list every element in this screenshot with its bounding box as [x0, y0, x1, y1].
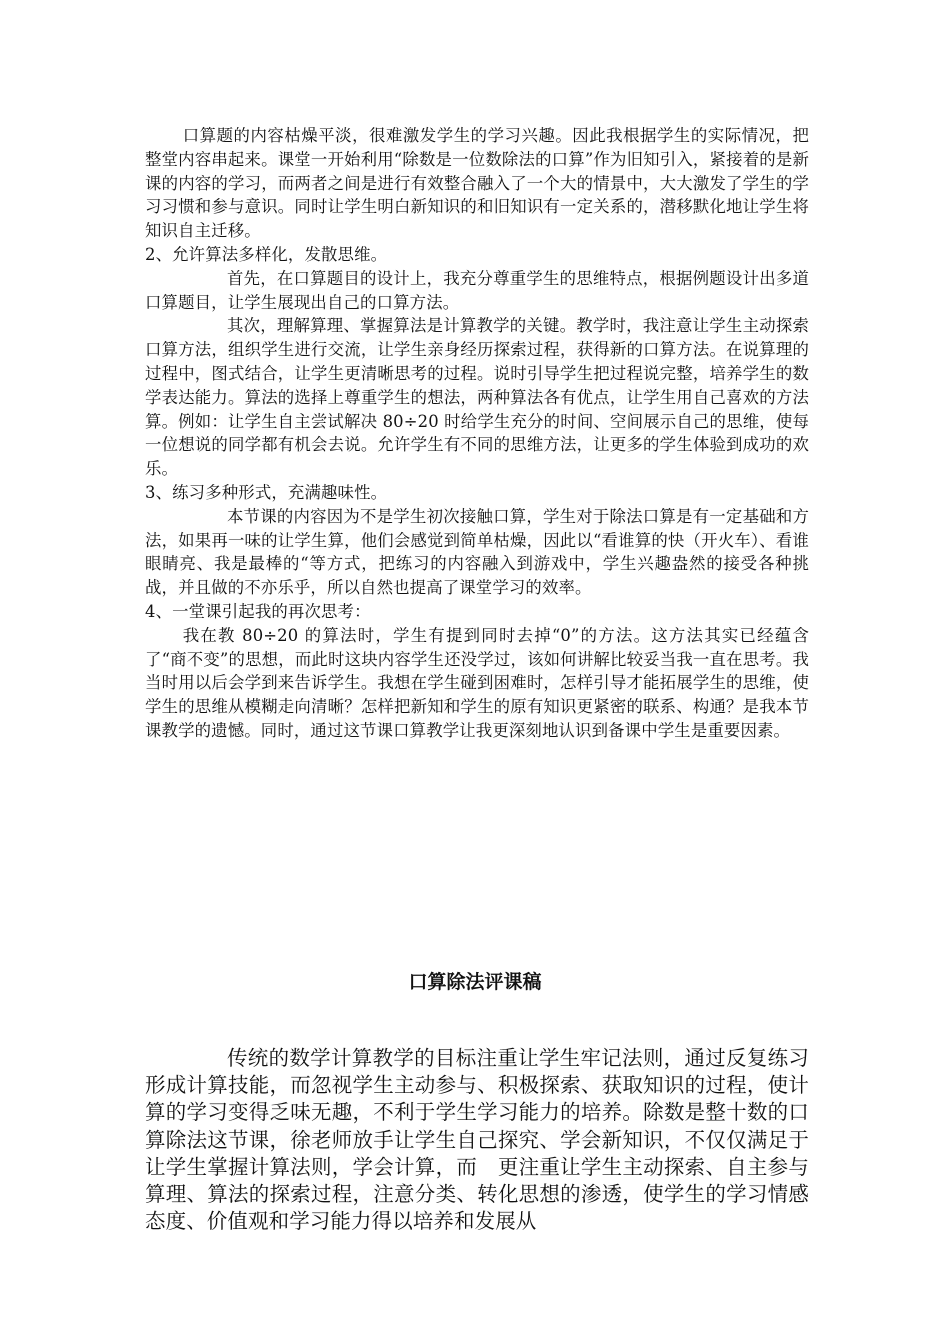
review-paragraph: 传统的数学计算教学的目标注重让学生牢记法则，通过反复练习形成计算技能，而忽视学生主动参与、积极探索、获取知识的过程，使计算的学习变得乏味无趣，不利于学生学习能力的培养。除数是整十数的口算除法这节课，徐老师放手让学生自己探究、学会新知识，不仅仅满足于让学生掌握计算法则，学会计算，而 更注重让学生主动探索、自主参与算理、算法的探索过程，注意分类、转化思想的渗透，使学生的学习情感态度、价值观和学习能力得以培养和发展从: [145, 1046, 809, 1234]
paragraph-practice: 本节课的内容因为不是学生初次接触口算，学生对于除法口算是有一定基础和方法，如果再一味的让学生算，他们会感觉到简单枯燥，因此以“看谁算的快（开火车）、看谁眼睛亮、我是最棒的“等方式，把练习的内容融入到游戏中，学生兴趣盎然的接受各种挑战，并且做的不亦乐乎，所以自然也提高了课堂学习的效率。: [145, 506, 809, 598]
document-title: 口算除法评课稿: [408, 971, 542, 993]
paragraph-reflection: 我在教 80÷20 的算法时，学生有提到同时去掉“0”的方法。这方法其实已经蕴含了“商不变”的思想，而此时这块内容学生还没学过，该如何讲解比较妥当我一直在思考。我当时用以后会学到来告诉学生。我想在学生碰到困难时，怎样引导才能拓展学生的思维，使学生的思维从模糊走向清晰？怎样把新知和学生的原有知识更紧密的联系、构通？是我本节课教学的遗憾。同时，通过这节课口算教学让我更深刻地认识到备课中学生是重要因素。: [145, 625, 809, 740]
paragraph-intro: 口算题的内容枯燥平淡，很难激发学生的学习兴趣。因此我根据学生的实际情况，把整堂内容串起来。课堂一开始利用“除数是一位数除法的口算”作为旧知引入，紧接着的是新课的内容的学习，而两者之间是进行有效整合融入了一个大的情景中，大大激发了学生的学习习惯和参与意识。同时让学生明白新知识的和旧知识有一定关系的，潜移默化地让学生将知识自主迁移。: [145, 126, 809, 241]
point-2-heading: 2、允许算法多样化，发散思维。: [145, 244, 388, 264]
point-3-heading: 3、练习多种形式，充满趣味性。: [145, 482, 388, 502]
review-section: [145, 1045, 809, 1235]
reflection-section: [145, 124, 809, 743]
paragraph-second: 其次，理解算理、掌握算法是计算教学的关键。教学时，我注意让学生主动探索口算方法，组织学生进行交流，让学生亲身经历探索过程，获得新的口算方法。在说算理的过程中，图式结合，让学生更清晰思考的过程。说时引导学生把过程说完整，培养学生的数学表达能力。算法的选择上尊重学生的想法，两种算法各有优点，让学生用自己喜欢的方法算。例如：让学生自主尝试解决 80÷20 时给学生充分的时间、空间展示自己的思维，使每一位想说的同学都有机会去说。允许学生有不同的思维方法，让更多的学生体验到成功的欢乐。: [145, 316, 809, 479]
paragraph-first: 首先，在口算题目的设计上，我充分尊重学生的思维特点，根据例题设计出多道口算题目，让学生展现出自己的口算方法。: [145, 268, 809, 312]
point-4-heading: 4、一堂课引起我的再次思考：: [145, 601, 371, 621]
